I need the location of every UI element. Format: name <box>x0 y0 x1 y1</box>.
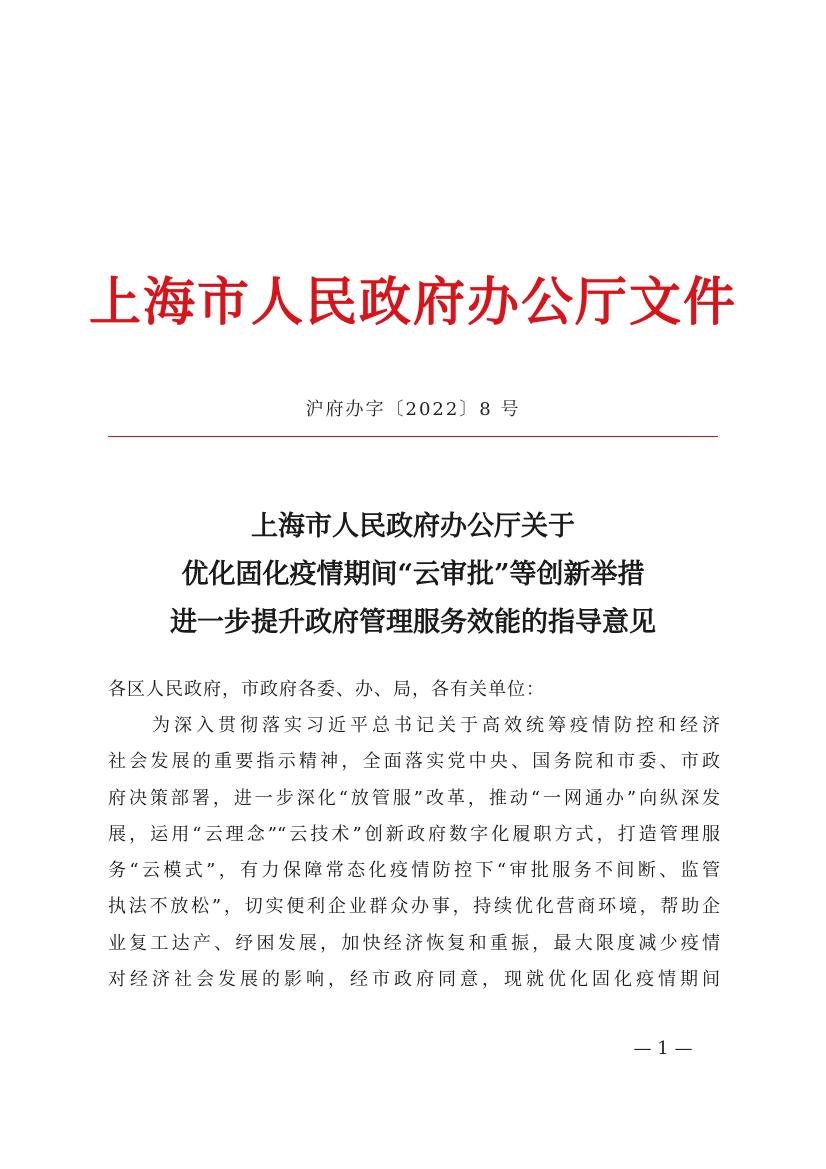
body-line: 为深入贯彻落实习近平总书记关于高效统筹疫情防控和经济 <box>108 715 720 736</box>
document-title <box>0 503 826 647</box>
document-number: 沪府办字〔2022〕8 号 <box>305 399 521 420</box>
title-line: 进一步提升政府管理服务效能的指导意见 <box>170 607 656 638</box>
body-paragraph <box>108 708 720 998</box>
title-line: 优化固化疫情期间“云审批”等创新举措 <box>181 559 645 590</box>
body-line: 社会发展的重要指示精神，全面落实党中央、国务院和市委、市政 <box>108 751 720 773</box>
page-number: — 1 — <box>633 1038 693 1059</box>
addressee: 各区人民政府，市政府各委、办、局，各有关单位： <box>108 679 545 700</box>
body-line: 府决策部署，进一步深化“放管服”改革，推动“一网通办”向纵深发 <box>108 787 720 809</box>
body-line: 务“云模式”，有力保障常态化疫情防控下“审批服务不间断、监管 <box>108 860 720 882</box>
title-line: 上海市人民政府办公厅关于 <box>251 511 575 542</box>
red-divider-line <box>108 436 718 437</box>
body-line: 展，运用“云理念”“云技术”创新政府数字化履职方式，打造管理服 <box>108 823 720 845</box>
body-line: 执法不放松”，切实便利企业群众办事，持续优化营商环境，帮助企 <box>108 896 720 918</box>
issuer-masthead: 上海市人民政府办公厅文件 <box>88 272 737 333</box>
body-line: 对经济社会发展的影响，经市政府同意，现就优化固化疫情期间 <box>108 969 720 991</box>
body-line: 业复工达产、纾困发展，加快经济恢复和重振，最大限度减少疫情 <box>108 932 720 954</box>
